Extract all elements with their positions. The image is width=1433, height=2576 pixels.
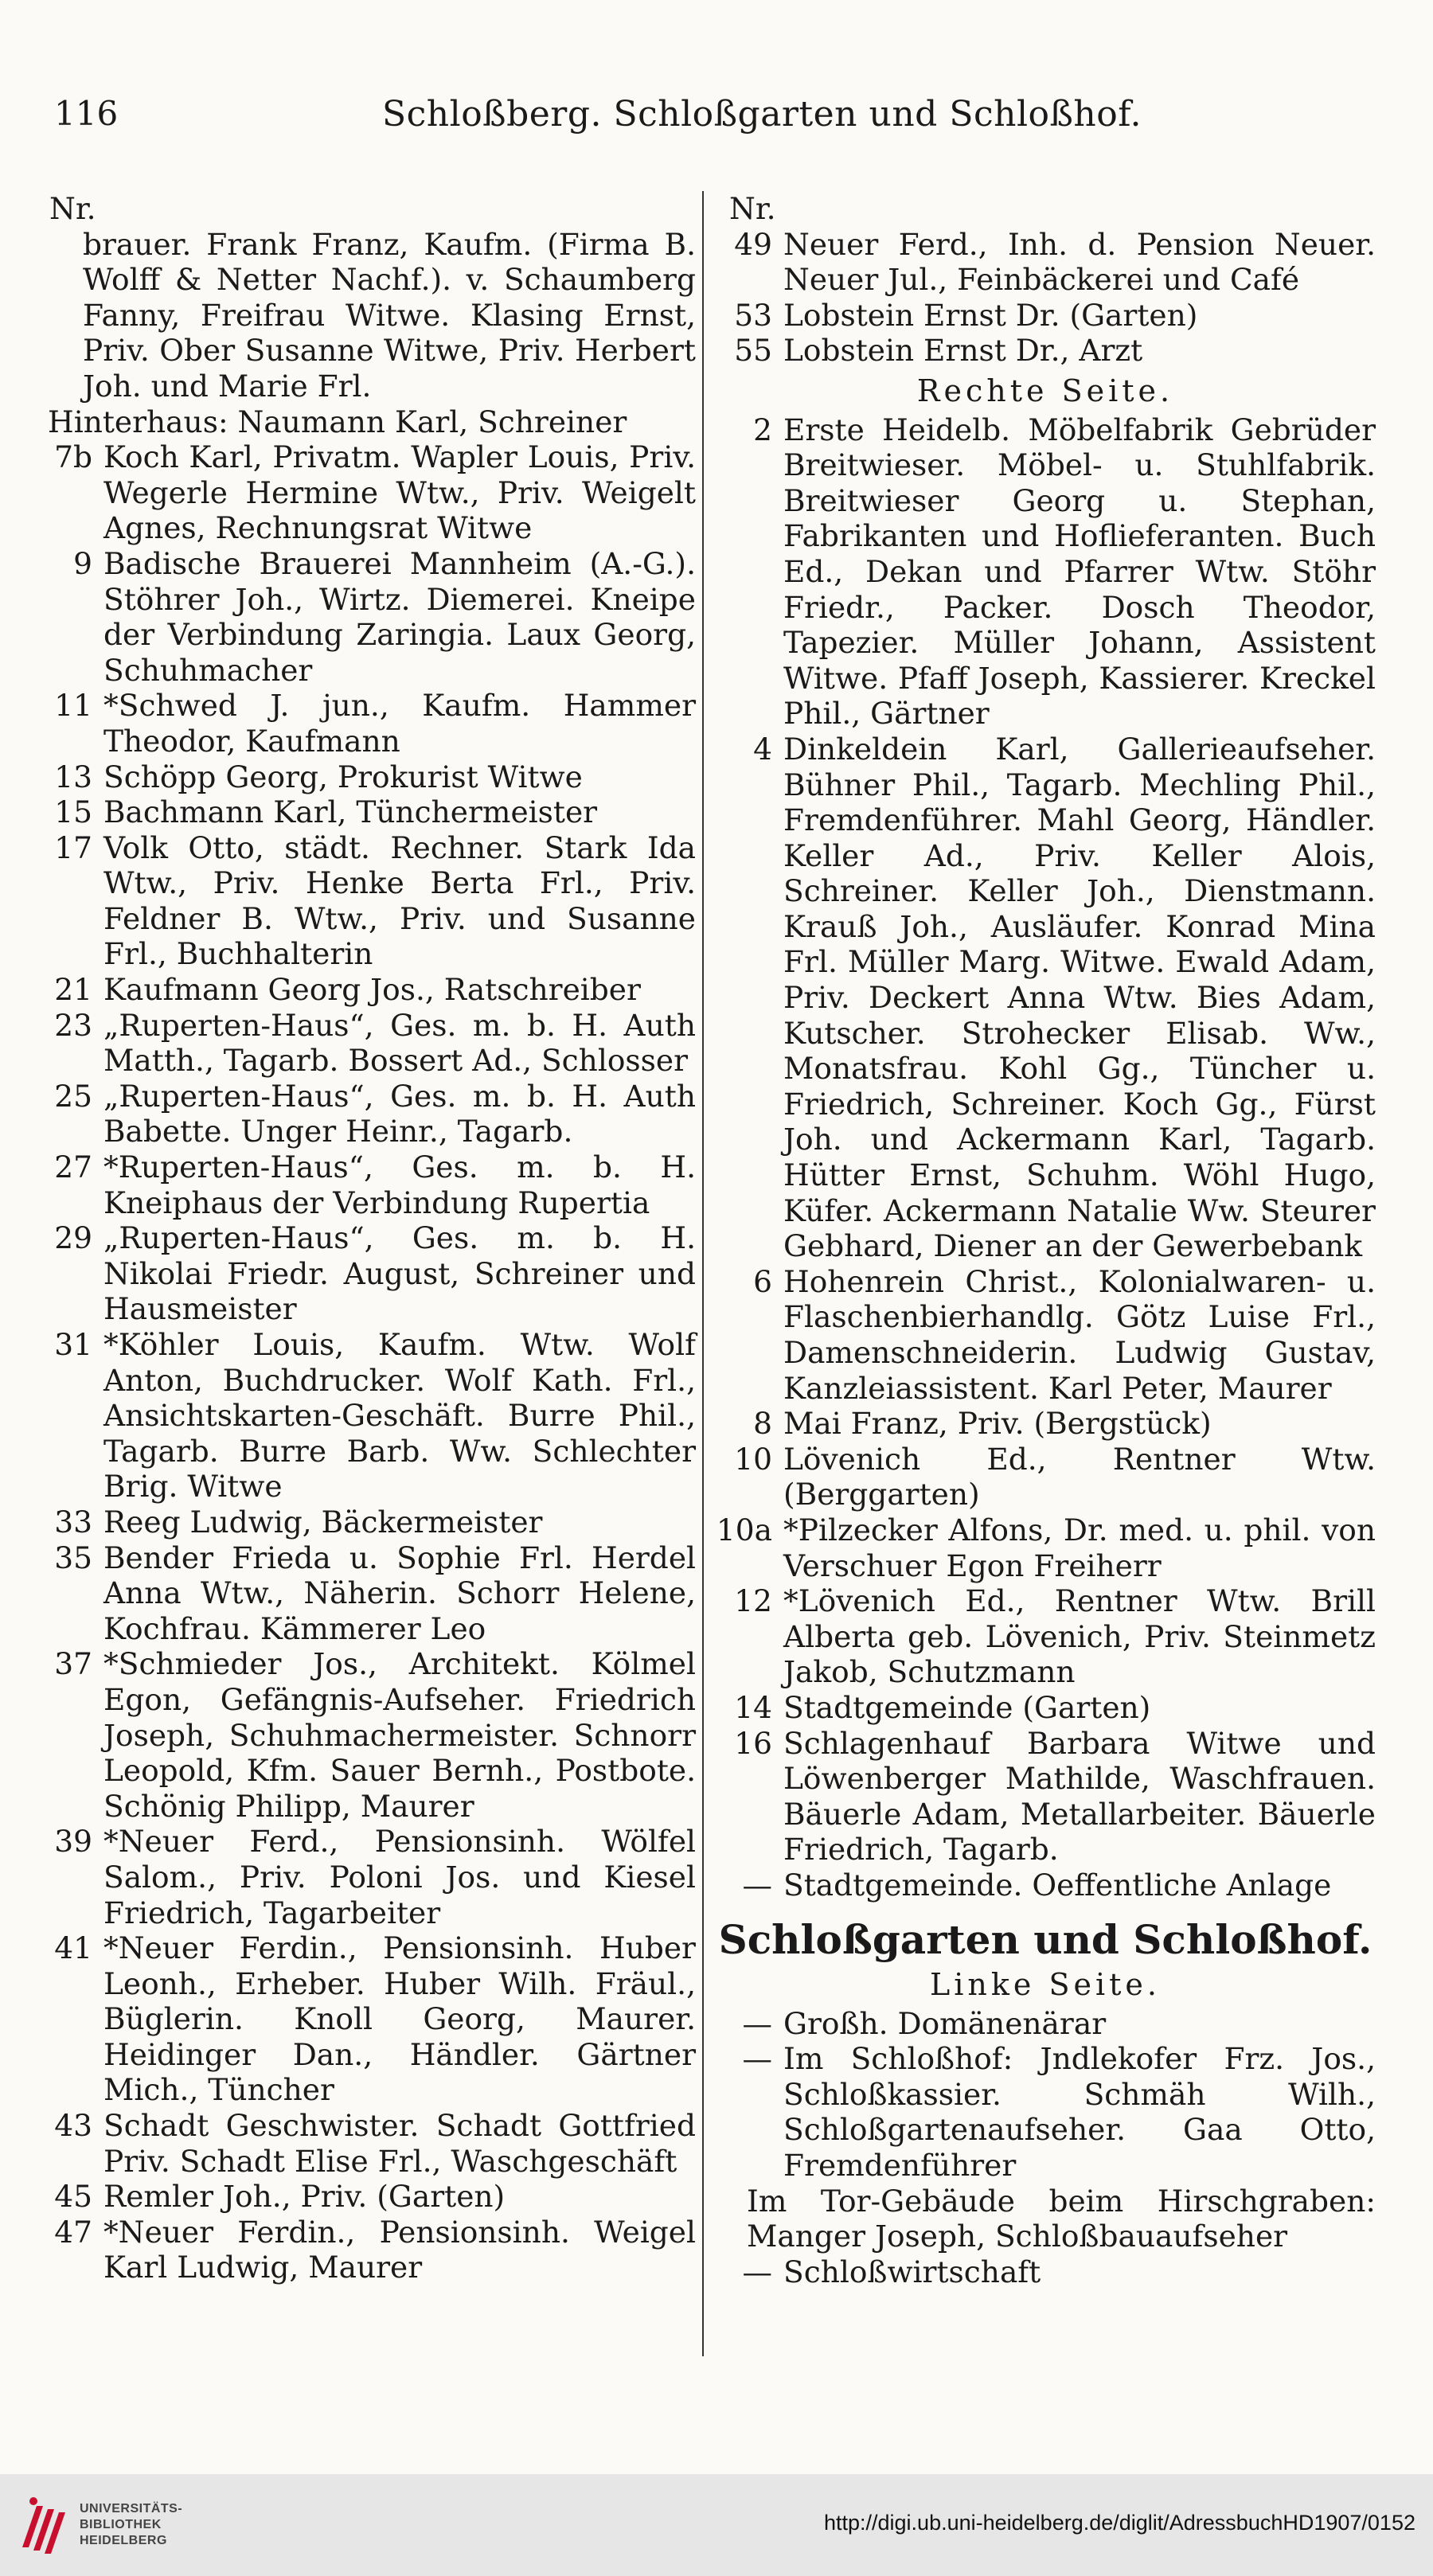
residents-text: *Ruperten-Haus“, Ges. m. b. H. Kneiphaus der Verbindung Rupertia (103, 1149, 696, 1220)
house-number: 43 (54, 2108, 92, 2144)
university-library-logo-icon (16, 2492, 67, 2558)
house-number: 25 (54, 1078, 92, 1114)
library-name: UNIVERSITÄTS- BIBLIOTHEK HEIDELBERG (80, 2502, 183, 2547)
residents-text: Dinkeldein Karl, Gallerieaufseher. Bühner Phil., Tagarb. Mechling Phil., Fremdenführer. Mahl Georg, Händler. Keller Ad., Priv. Keller Alois, Schreiner. Keller Joh., Dienstmann. Krauß Joh., Ausläufer. Konrad Mina Frl. Müller Marg. Witwe. Ewald Adam, Priv. Deckert Anna Wtw. Bies Adam, Kutscher. Strohecker Elisab. Ww., Monatsfrau. Kohl Gg., Tüncher u. Friedrich, Schreiner. Koch Gg., Fürst Joh. und Ackermann Karl, Tagarb. Hütter Ernst, Schuhm. Wöhl Hugo, Küfer. Ackermann Natalie Ww. Steurer Gebhard, Diener an der Gewerbebank (783, 731, 1376, 1264)
house-number: 6 (753, 1263, 772, 1299)
address-entry (35, 1824, 696, 1930)
right-entry-list-garten (715, 2006, 1376, 2184)
address-entry (715, 732, 1376, 1264)
house-number: 7b (54, 439, 92, 475)
residents-text: Reeg Ludwig, Bäckermeister (103, 1504, 543, 1540)
house-number: 23 (54, 1007, 92, 1043)
house-number: 21 (54, 972, 92, 1008)
house-number: 31 (54, 1327, 92, 1362)
residents-text: Schloßwirtschaft (783, 2254, 1041, 2289)
section-heading-rechte-seite: Rechte Seite. (916, 373, 1174, 408)
residents-text: Schöpp Georg, Prokurist Witwe (103, 759, 583, 794)
section-heading-schlossgarten: Schloßgarten und Schloßhof. (718, 1915, 1372, 1963)
address-entry (35, 1149, 696, 1220)
house-number: 49 (734, 226, 772, 262)
house-number: 29 (54, 1220, 92, 1256)
address-entry (715, 1442, 1376, 1512)
house-number: — (742, 2041, 772, 2077)
address-entry (35, 1220, 696, 1327)
address-entry (35, 2179, 696, 2215)
address-entry (35, 1646, 696, 1824)
right-entry-list-rechte-seite (715, 412, 1376, 1903)
address-entry (715, 1690, 1376, 1726)
residents-text: Kaufmann Georg Jos., Ratschreiber (103, 972, 641, 1008)
continuation-text: brauer. Frank Franz, Kaufm. (Firma B. Wolff & Netter Nachf.). v. Schaumberg Fanny, Freifrau Witwe. Klasing Ernst, Priv. Ober Susanne Witwe, Priv. Herbert Joh. und Marie Frl. (83, 226, 696, 404)
hinterhaus-line: Hinterhaus: Naumann Karl, Schreiner (48, 404, 627, 439)
address-entry (715, 2041, 1376, 2183)
house-number: 17 (54, 829, 92, 865)
nr-label: Nr. (729, 191, 776, 226)
house-number: 10a (716, 1512, 772, 1548)
address-entry (35, 972, 696, 1008)
residents-text: Stadtgemeinde. Oeffentliche Anlage (783, 1867, 1332, 1903)
residents-text: „Ruperten-Haus“, Ges. m. b. H. Auth Babette. Unger Heinr., Tagarb. (103, 1078, 696, 1149)
house-number: 41 (54, 1930, 92, 1966)
residents-text: Lövenich Ed., Rentner Wtw. (Berggarten) (783, 1441, 1376, 1512)
address-entry (35, 1505, 696, 1540)
residents-text: Bender Frieda u. Sophie Frl. Herdel Anna Wtw., Näherin. Schorr Helene, Kochfrau. Kämmerer Leo (103, 1540, 696, 1646)
residents-text: *Pilzecker Alfons, Dr. med. u. phil. von Verschuer Egon Freiherr (783, 1512, 1376, 1583)
address-entry (715, 2254, 1376, 2290)
address-entry (715, 1512, 1376, 1583)
residents-text: Neuer Ferd., Inh. d. Pension Neuer. Neuer Jul., Feinbäckerei und Café (783, 226, 1376, 298)
house-number: 12 (734, 1583, 772, 1619)
address-entry (35, 1930, 696, 2108)
address-entry (35, 546, 696, 688)
source-url-link[interactable]: http://digi.ub.uni-heidelberg.de/diglit/AdressbuchHD1907/0152 (823, 2511, 1415, 2535)
house-number: 27 (54, 1149, 92, 1185)
residents-text: Bachmann Karl, Tünchermeister (103, 794, 598, 830)
residents-text: Remler Joh., Priv. (Garten) (103, 2179, 506, 2215)
house-number: 10 (734, 1441, 772, 1477)
address-entry (715, 2006, 1376, 2042)
residents-text: *Neuer Ferdin., Pensionsinh. Weigel Karl Ludwig, Maurer (103, 2214, 696, 2285)
residents-text: Schadt Geschwister. Schadt Gottfried Priv. Schadt Elise Frl., Waschgeschäft (103, 2108, 696, 2179)
residents-text: Mai Franz, Priv. (Bergstück) (783, 1406, 1212, 1442)
house-number: 14 (734, 1689, 772, 1725)
address-entry (35, 688, 696, 759)
residents-text: „Ruperten-Haus“, Ges. m. b. H. Nikolai Friedr. August, Schreiner und Hausmeister (103, 1220, 696, 1327)
address-entry (35, 2215, 696, 2285)
residents-text: Lobstein Ernst Dr. (Garten) (783, 297, 1198, 333)
residents-text: Koch Karl, Privatm. Wapler Louis, Priv. Wegerle Hermine Wtw., Priv. Weigelt Agnes, Rechnungsrat Witwe (103, 439, 696, 546)
right-entry-list-end (715, 2254, 1376, 2290)
residents-text: Hohenrein Christ., Kolonialwaren- u. Flaschenbierhandlg. Götz Luise Frl., Damenschneiderin. Ludwig Gustav, Kanzleiassistent. Karl Peter, Maurer (783, 1263, 1376, 1406)
house-number: 16 (734, 1725, 772, 1761)
house-number: — (742, 1867, 772, 1903)
residents-text: Volk Otto, städt. Rechner. Stark Ida Wtw., Priv. Henke Berta Frl., Priv. Feldner B. Wtw., Priv. und Susanne Frl., Buchhalterin (103, 829, 696, 972)
residents-text: *Neuer Ferdin., Pensionsinh. Huber Leonh., Erheber. Huber Wilh. Fräul., Büglerin. Knoll Georg, Maurer. Heidinger Dan., Händler. Gärtner Mich., Tüncher (103, 1930, 696, 2108)
address-entry (35, 1008, 696, 1079)
address-entry (35, 439, 696, 546)
house-number: 2 (753, 412, 772, 447)
address-entry (715, 333, 1376, 369)
address-entry (715, 227, 1376, 298)
running-title: Schloßberg. Schloßgarten und Schloßhof. (382, 94, 1142, 135)
address-entry (35, 2108, 696, 2179)
address-entry (35, 830, 696, 972)
address-entry (715, 1726, 1376, 1868)
house-number: 37 (54, 1646, 92, 1682)
residents-text: Lobstein Ernst Dr., Arzt (783, 333, 1143, 369)
residents-text: *Köhler Louis, Kaufm. Wtw. Wolf Anton, Buchdrucker. Wolf Kath. Frl., Ansichtskarten-Geschäft. Burre Phil., Tagarb. Burre Barb. Ww. Schlechter Brig. Witwe (103, 1327, 696, 1505)
house-number: 53 (734, 297, 772, 333)
address-entry (715, 1868, 1376, 1903)
house-number: 47 (54, 2214, 92, 2250)
house-number: 9 (73, 545, 92, 581)
house-number: — (742, 2254, 772, 2289)
address-entry (35, 1079, 696, 1149)
house-number: 35 (54, 1540, 92, 1575)
address-entry (715, 1583, 1376, 1690)
address-entry (715, 1264, 1376, 1406)
left-column (35, 191, 696, 2285)
residents-text: Schlagenhauf Barbara Witwe und Löwenberger Mathilde, Waschfrauen. Bäuerle Adam, Metallarbeiter. Bäuerle Friedrich, Tagarb. (783, 1725, 1376, 1868)
nr-label: Nr. (49, 191, 96, 226)
address-entry (715, 298, 1376, 334)
right-column (715, 191, 1376, 2289)
address-entry (35, 759, 696, 795)
residents-text: *Schmieder Jos., Architekt. Kölmel Egon, Gefängnis-Aufseher. Friedrich Joseph, Schuhmachermeister. Schnorr Leopold, Kfm. Sauer Bernh., Postbote. Schönig Philipp, Maurer (103, 1646, 696, 1824)
residents-text: Stadtgemeinde (Garten) (783, 1689, 1151, 1725)
house-number: 8 (753, 1406, 772, 1442)
footer-bar (0, 2474, 1433, 2576)
house-number: 39 (54, 1824, 92, 1860)
residents-text: „Ruperten-Haus“, Ges. m. b. H. Auth Matth., Tagarb. Bossert Ad., Schlosser (103, 1007, 696, 1079)
residents-text: Großh. Domänenärar (783, 2005, 1107, 2041)
column-divider (702, 191, 704, 2356)
address-entry (35, 794, 696, 830)
residents-text: *Neuer Ferd., Pensionsinh. Wölfel Salom., Priv. Poloni Jos. und Kiesel Friedrich, Tagarbeiter (103, 1824, 696, 1930)
house-number: 55 (734, 333, 772, 369)
house-number: 45 (54, 2179, 92, 2215)
right-entry-list-top (715, 227, 1376, 369)
page-header (48, 94, 1385, 150)
house-number: 4 (753, 731, 772, 767)
residents-text: Erste Heidelb. Möbelfabrik Gebrüder Breitwieser. Möbel- u. Stuhlfabrik. Breitwieser Georg u. Stephan, Fabrikanten und Hoflieferanten. Buch Ed., Dekan und Pfarrer Wtw. Stöhr Friedr., Packer. Dosch Theodor, Tapezier. Müller Johann, Assistent Witwe. Pfaff Joseph, Kassierer. Kreckel Phil., Gärtner (783, 412, 1376, 732)
residents-text: Badische Brauerei Mannheim (A.-G.). Stöhrer Joh., Wirtz. Diemerei. Kneipe der Verbindung Zaringia. Laux Georg, Schuhmacher (103, 545, 696, 688)
address-entry (715, 1406, 1376, 1442)
house-number: 13 (54, 759, 92, 794)
section-heading-linke-seite: Linke Seite. (930, 1967, 1161, 2003)
address-entry (35, 1540, 696, 1647)
house-number: 11 (54, 688, 92, 724)
residents-text: *Schwed J. jun., Kaufm. Hammer Theodor, Kaufmann (103, 688, 696, 759)
residents-text: *Lövenich Ed., Rentner Wtw. Brill Alberta geb. Lövenich, Priv. Steinmetz Jakob, Schutzmann (783, 1583, 1376, 1690)
house-number: 15 (54, 794, 92, 830)
left-entry-list (35, 439, 696, 2285)
residents-text: Im Schloßhof: Jndlekofer Frz. Jos., Schloßkassier. Schmäh Wilh., Schloßgartenaufseher. Gaa Otto, Fremdenführer (783, 2041, 1376, 2184)
address-entry (35, 1327, 696, 1505)
tor-gebaeude-line: Im Tor-Gebäude beim Hirschgraben: Manger Joseph, Schloßbauaufseher (747, 2183, 1376, 2254)
house-number: — (742, 2005, 772, 2041)
address-entry (715, 412, 1376, 732)
page-number: 116 (54, 94, 119, 133)
house-number: 33 (54, 1504, 92, 1540)
